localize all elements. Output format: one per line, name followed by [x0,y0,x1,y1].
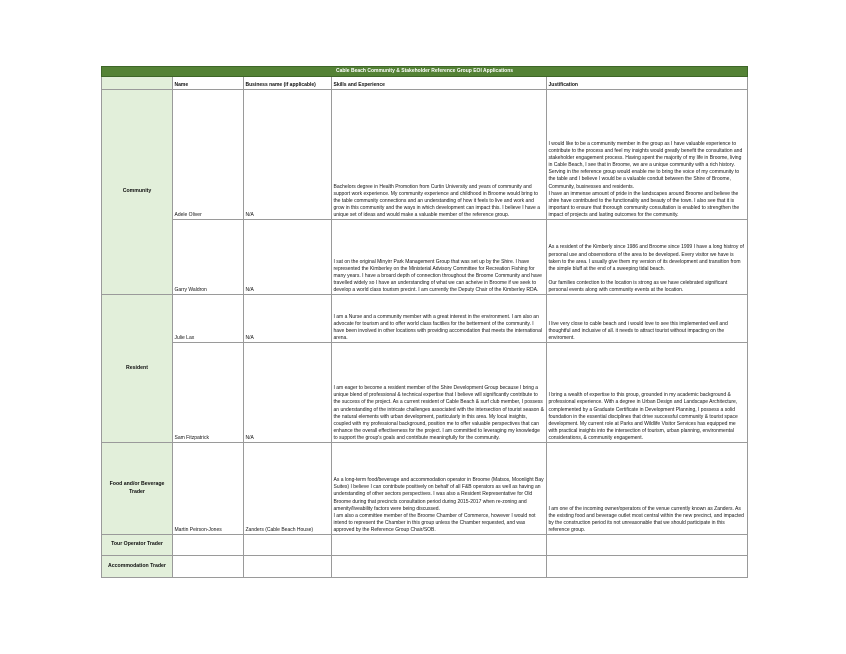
empty-cell [332,556,547,578]
empty-cell [332,535,547,556]
table-row [102,295,748,343]
business-name: N/A [244,220,332,295]
header-row [102,77,748,90]
business-name: N/A [244,343,332,443]
applicant-name: Sam Fitzpatrick [173,343,244,443]
category-accommodation: Accommodation Trader [102,556,173,578]
applicant-name: Julie Lax [173,295,244,343]
justification [547,90,748,220]
applicant-name: Martin Peirson-Jones [173,443,244,535]
business-name: Zanders (Cable Beach House) [244,443,332,535]
empty-cell [244,556,332,578]
skills-paragraph: I am also a committee member of the Broome Chamber of Commerce, however I would not intend to represent the Chamber in this group unless the Chamber requested, and was approved by the Reference Group Chair/SOB. [333,512,536,533]
applicant-name: Garry Waldron [173,220,244,295]
table-row [102,220,748,295]
empty-cell [244,535,332,556]
header-skills: Skills and Experience [332,77,547,90]
justification-paragraph: I have an immense amount of pride in the landscapes around Broome and believe the shire have contributed to the functionality and beauty of the town. I also see that it is important to ensure that thorough community consultation is enabled to strengthen the impact of projects and lasting outcomes for the community. [548,190,740,218]
category-food-beverage: Food and/or Beverage Trader [102,443,173,535]
skills-experience: I am a Nurse and a community member with a great interest in the environment. I am also an advocate for tourism and to offer world class facitlies for the betterment of the community. I have been involved in other locations with providing accomodation that meets the international arena. [332,295,547,343]
header-business: Business name (if applicable) [244,77,332,90]
table-row [102,535,748,556]
empty-cell [173,556,244,578]
skills-experience: I am eager to become a resident member of the Shire Development Group because I bring a unique blend of professional & technical expertise that I believe will significantly contribute to the success of the project. As a current resident of Cable Beach & surf club member, I possess an understanding of the intricate challenges associated with the intersection of tourist season & the natural elements with urban development, particularly in this area. My local insights, coupled with my professional background, position me to offer valuable perspectives that can enhance the overall effectiveness for the project. I am committed to leveraging my knowledge to support the group's goals and contribute meaningfully for the community. [332,343,547,443]
skills-experience: I sat on the original Minyirr Park Management Group that was set up by the Shire. I have represented the Kimberley on the Ministerial Advisory Committee for Recreation Fishing for many years. I have a broard depth of connection throughout the Broome Community and have travelled widely so I have an understanding of what we can acheive in Broome if we seek to develop a world class tourism precint. I am currently the Deputy Chair of the Kimberley RDA. [332,220,547,295]
business-name: N/A [244,90,332,220]
empty-cell [547,556,748,578]
table-row [102,343,748,443]
header-name: Name [173,77,244,90]
business-name: N/A [244,295,332,343]
empty-cell [173,535,244,556]
skills-paragraph: As a long-term food/beverage and accommodation operator in Broome (Matsos, Moonlight Bay Suites) I believe I can contribute positively on behalf of all F&B operators as well as having an understanding of other sectors perspectives. I was also a Resident Representative for Old Broome during that precincts consultation period during 2015-2017 when re-zoning and amenity/liveability factors were being discussed. [333,477,544,512]
title-row [102,67,748,77]
empty-cell [547,535,748,556]
justification-paragraph: I would like to be a community member in the group as I have valuable experience to contribute to the process and feel my insights would greatly benefit the consultation and stakeholder engagement process. Having spent the majority of my life in Broome, living in Cable Beach, I see that in Broome, we are a unique community with a rich history. Serving in the reference group would enable me to bring the voice of my community to the table and I believe I would be a valuable conduit between the Shire of Broome, Community, businesses and residents. [548,140,743,190]
category-community: Community [102,90,173,295]
table-row [102,443,748,535]
justification: I bring a wealth of expertise to this group, grounded in my academic background & professional experience. With a degree in Urban Design and Landscape Architecture, complemented by a Graduate Certificate in Development Planning, I possess a solid foundation in the essential disciplines that drive successful community & tourist space development. My current role at Parks and Wildlife Visitor Services has equipped me with practical insights into the intersection of tourism, urban planning, environmental considerations, & community engagement. [547,343,748,443]
justification-paragraph: As a resident of the Kimberly since 1986 and Broome since 1999 I have a long histroy of personal use and observstions of the area to be developed. Every visitor we have is taken to the area. I usually give them my version of its development and transition from the simple bluff at the end of a sweeping tidal beach. [548,244,744,272]
justification: I live very close to cable beach and i would love to see this implemented well and thoughtful and inclusive of all. it needs to attract tourist without impacting on the enviroment. [547,295,748,343]
header-justification: Justification [547,77,748,90]
header-category [102,77,173,90]
eoi-table [101,66,748,578]
eoi-spreadsheet [101,66,747,578]
table-row [102,90,748,220]
category-resident: Resident [102,295,173,443]
applicant-name: Adele Oliver [173,90,244,220]
justification-paragraph: Our families contection to the location is strong as we have celebrated significant personal events along with community events at the location. [548,279,728,293]
table-row [102,556,748,578]
sheet-title: Cable Beach Community & Stakeholder Reference Group EOI Applications [102,67,748,77]
category-tour-operator: Tour Operator Trader [102,535,173,556]
skills-experience: Bachelors degree in Health Promotion from Curtin University and years of community and support work experience. My community experience and childhood in Broome would bring to the table community connections and an understanding of how it feels to live and work and grow in this community and the ways in which development can impact this. I believe I have a unique set of ideas and would make a valuable member of the reference group. [332,90,547,220]
justification [547,220,748,295]
justification: I am one of the incoming owner/operators of the venue currently known as Zanders. As the existing food and beverage outlet most central within the new precinct, and impacted by the construction period its not unreasonable that we should participate in this reference group. [547,443,748,535]
skills-experience [332,443,547,535]
